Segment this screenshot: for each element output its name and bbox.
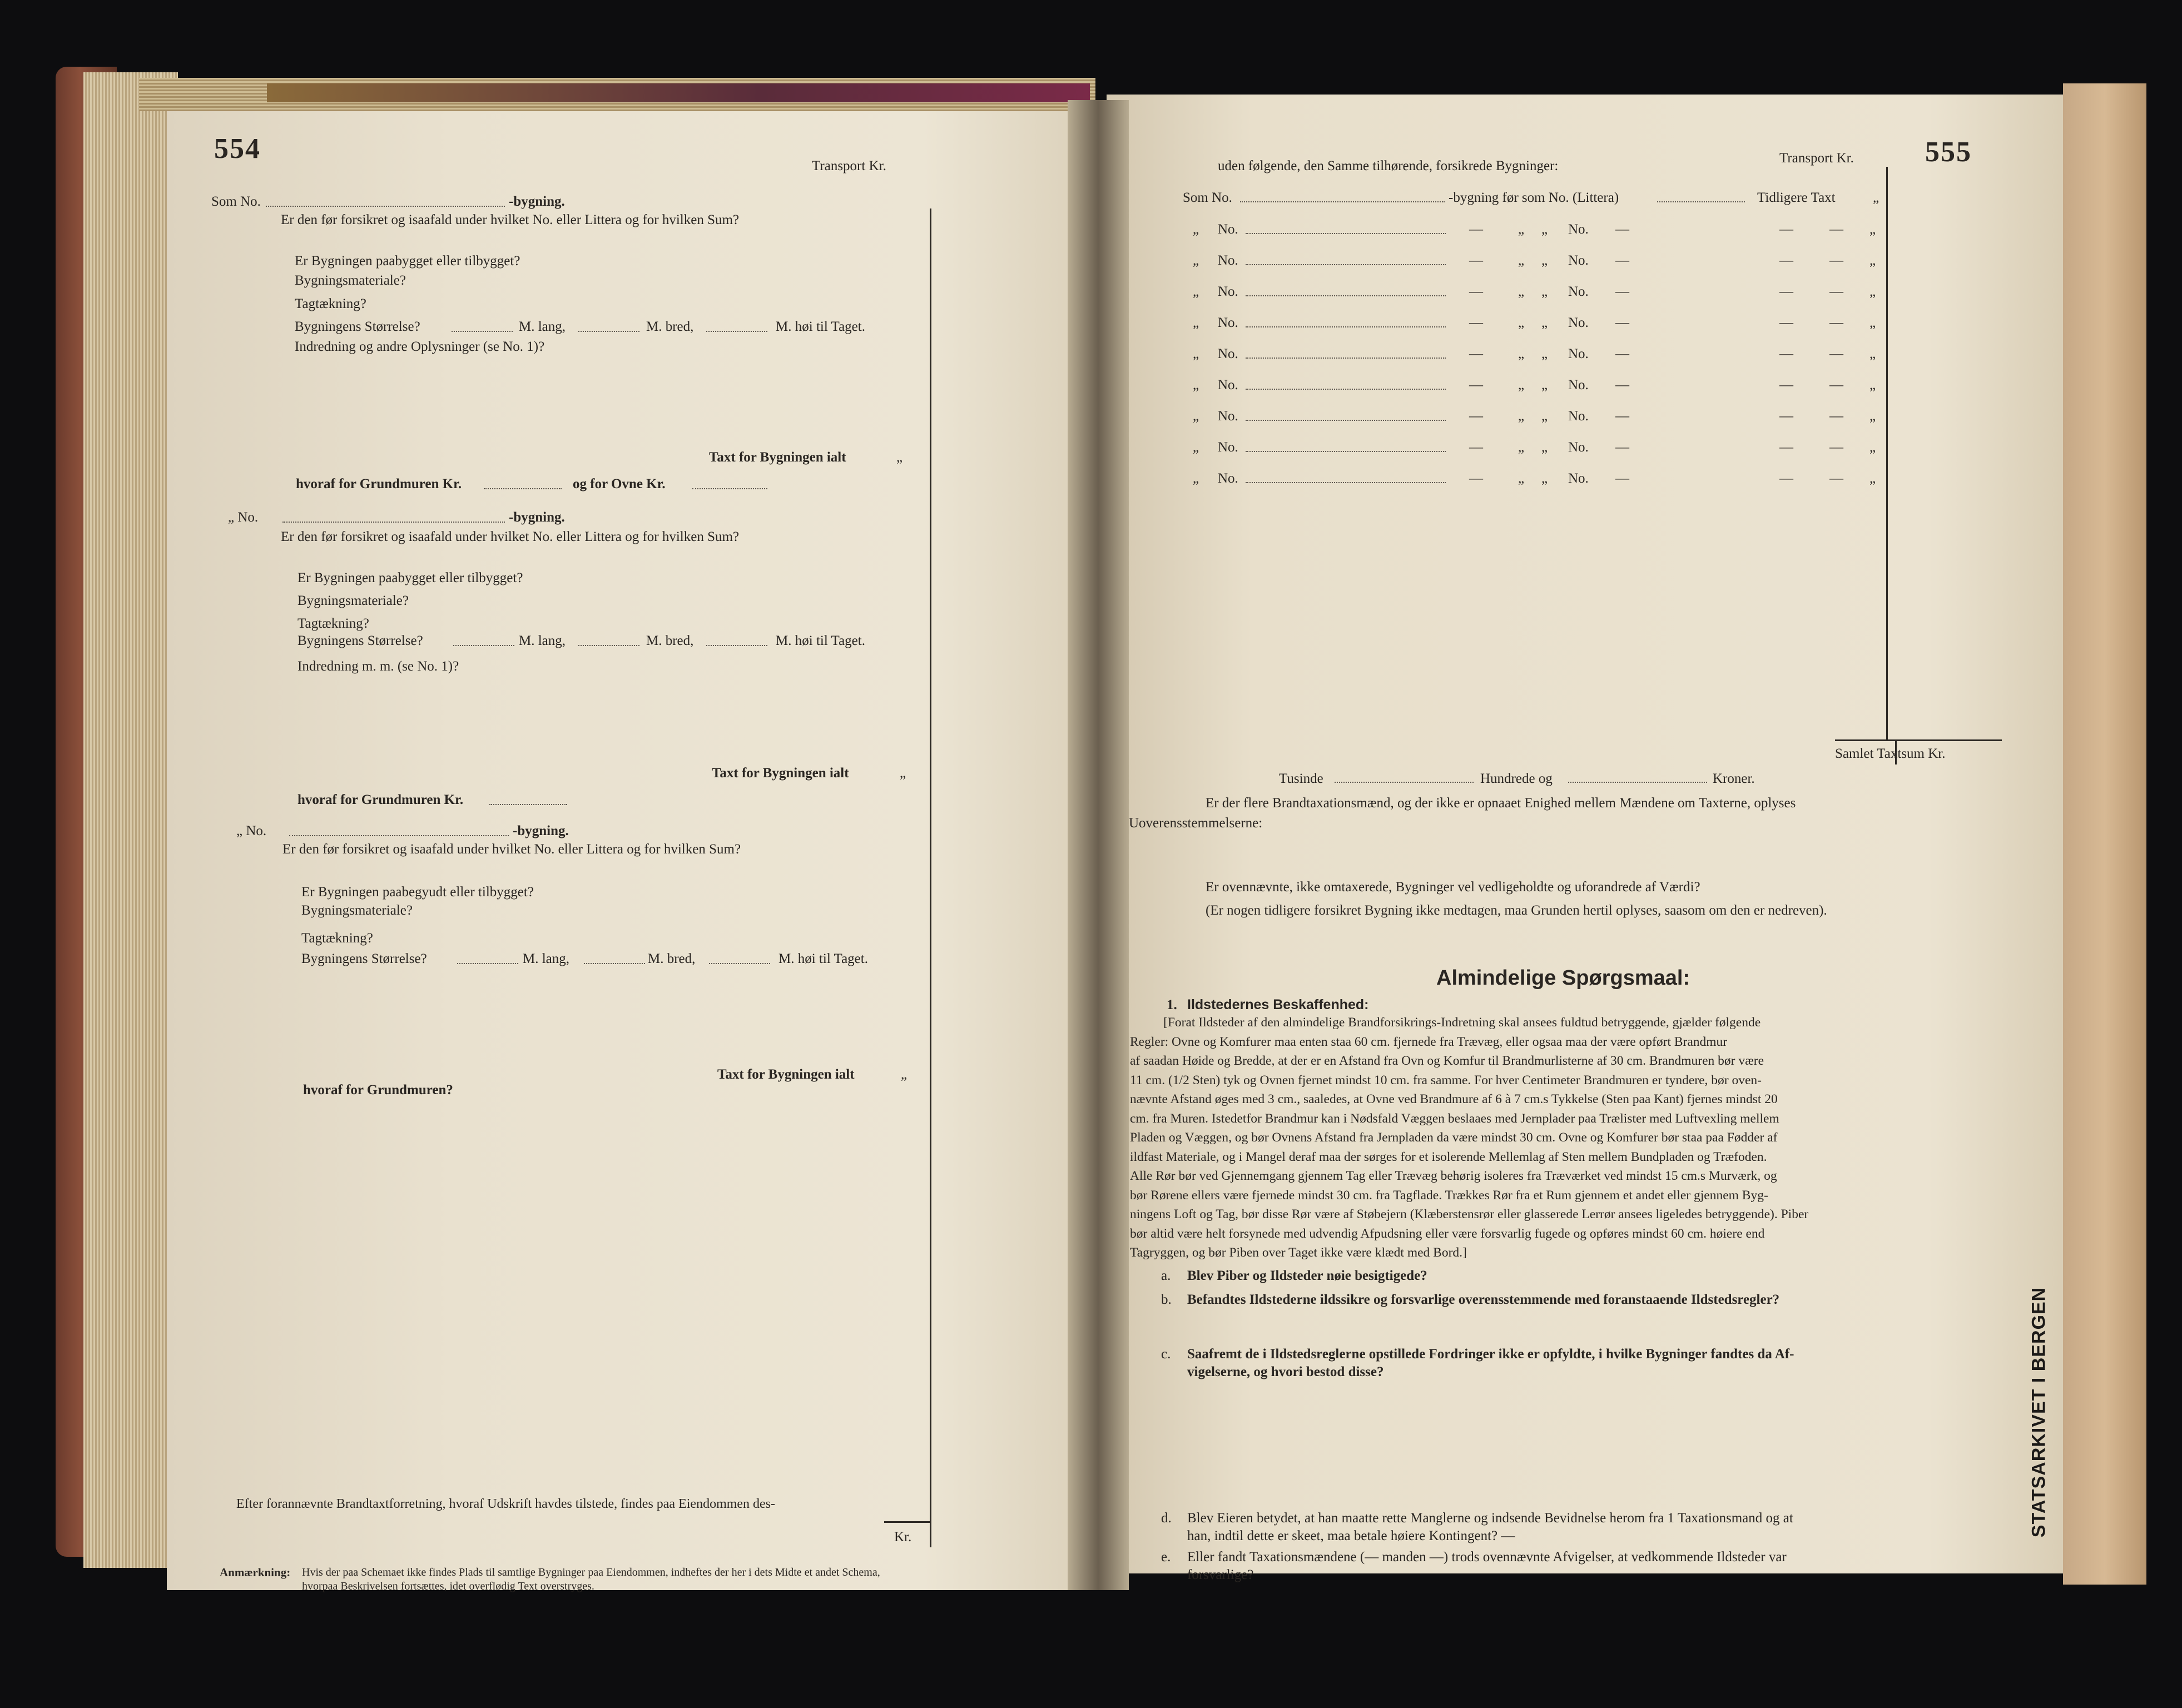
row-mark: „ bbox=[1541, 284, 1548, 299]
row-mark: „ bbox=[1869, 409, 1876, 424]
fire-rules-line: Regler: Ovne og Komfurer maa enten staa 60 cm. fjernede fra Trævæg, eller ogsaa maa der være opført Brandmur bbox=[1130, 1034, 1728, 1049]
entry2-length-unit: M. lang, bbox=[519, 633, 566, 648]
header-littera-field bbox=[1657, 201, 1745, 202]
row-no: No. bbox=[1218, 409, 1238, 424]
entry1-question-built: Er Bygningen paabygget eller tilbygget? bbox=[295, 254, 520, 269]
row-no-field bbox=[1246, 233, 1446, 234]
row-no: No. bbox=[1218, 471, 1238, 486]
row-dash: — bbox=[1779, 471, 1793, 486]
remark-line-1: Hvis der paa Schemaet ikke findes Plads til samtlige Bygninger paa Eiendommen, indheftes der her i dets Midte et andet Schema, bbox=[302, 1566, 880, 1578]
right-intro: uden følgende, den Samme tilhørende, forsikrede Bygninger: bbox=[1218, 158, 1559, 173]
row-prefix: „ bbox=[1193, 284, 1199, 299]
row-no: No. bbox=[1568, 284, 1589, 299]
entry1-height-unit: M. høi til Taget. bbox=[776, 319, 865, 334]
entry2-height-field bbox=[706, 645, 767, 646]
row-mark: „ bbox=[1869, 222, 1876, 237]
subsection-number: 1. bbox=[1167, 997, 1177, 1012]
entry3-question-roof: Tagtækning? bbox=[301, 931, 373, 946]
entry2-width-field bbox=[578, 645, 639, 646]
entry1-type: -bygning. bbox=[509, 194, 565, 209]
row-mark: „ bbox=[1518, 253, 1525, 268]
row-no-field bbox=[1246, 264, 1446, 265]
question-a: Blev Piber og Ildsteder nøie besigtigede? bbox=[1187, 1268, 1427, 1283]
question-a-letter: a. bbox=[1161, 1268, 1171, 1283]
entry2-type: -bygning. bbox=[509, 510, 565, 525]
subsection-title: Ildstedernes Beskaffenhed: bbox=[1187, 997, 1369, 1012]
fire-rules-line: af saadan Høide og Bredde, at der er en Afstand fra Ovn og Komfur til Brandmurlisterne af 30 cm. Brandmuren bør være bbox=[1130, 1054, 1764, 1068]
question-maintained: Er ovennævnte, ikke omtaxerede, Bygninger vel vedligeholdte og uforandrede af Værdi? bbox=[1206, 880, 1700, 895]
row-dash: — bbox=[1829, 440, 1843, 455]
general-questions-heading: Almindelige Spørgsmaal: bbox=[1436, 966, 1690, 990]
row-prefix: „ bbox=[1193, 471, 1199, 486]
entry3-length-field bbox=[457, 963, 518, 964]
page-number-right: 555 bbox=[1925, 136, 1972, 168]
row-no: No. bbox=[1218, 315, 1238, 330]
row-dash: — bbox=[1469, 409, 1483, 424]
entry2-question-material: Bygningsmateriale? bbox=[297, 593, 409, 608]
row-no-field bbox=[1246, 482, 1446, 483]
row-mark: „ bbox=[1869, 284, 1876, 299]
tusinde-label: Tusinde bbox=[1279, 771, 1323, 786]
transport-label-left: Transport Kr. bbox=[812, 158, 886, 173]
row-no-field bbox=[1246, 451, 1446, 452]
row-dash: — bbox=[1469, 471, 1483, 486]
entry3-foundation: hvoraf for Grundmuren? bbox=[303, 1083, 453, 1098]
question-b: Befandtes Ildstederne ildssikre og forsvarlige overensstemmende med foranstaaende Ildstedsregler? bbox=[1187, 1292, 1780, 1307]
closing-kr: Kr. bbox=[894, 1530, 912, 1545]
page-number-left: 554 bbox=[214, 133, 261, 165]
right-amount-line bbox=[1886, 167, 1888, 739]
row-prefix: „ bbox=[1193, 315, 1199, 330]
entry2-question-built: Er Bygningen paabygget eller tilbygget? bbox=[297, 570, 523, 585]
row-dash: — bbox=[1615, 253, 1629, 268]
right-page-edge bbox=[2063, 83, 2146, 1585]
question-disagreements: Uoverensstemmelserne: bbox=[1129, 816, 1263, 831]
closing-kr-line bbox=[884, 1521, 931, 1523]
row-dash: — bbox=[1829, 284, 1843, 299]
entry2-foundation: hvoraf for Grundmuren Kr. bbox=[297, 792, 464, 807]
row-dash: — bbox=[1469, 222, 1483, 237]
entry1-tax-mark: „ bbox=[896, 450, 903, 465]
row-mark: „ bbox=[1518, 315, 1525, 330]
row-mark: „ bbox=[1541, 253, 1548, 268]
entry3-question-insured: Er den før forsikret og isaafald under hvilket No. eller Littera og for hvilken Sum? bbox=[282, 842, 741, 857]
question-e-line1: Eller fandt Taxationsmændene (— manden —) trods ovennævnte Afvigelser, at vedkommende Ildsteder var bbox=[1187, 1550, 1787, 1565]
book-gutter bbox=[1068, 100, 1129, 1590]
row-dash: — bbox=[1829, 222, 1843, 237]
row-mark: „ bbox=[1869, 315, 1876, 330]
entry3-type: -bygning. bbox=[513, 823, 569, 838]
row-dash: — bbox=[1829, 378, 1843, 393]
header-mark: „ bbox=[1873, 190, 1880, 205]
row-mark: „ bbox=[1541, 409, 1548, 424]
question-d-line2: han, indtil dette er skeet, maa betale høiere Kontingent? — bbox=[1187, 1528, 1515, 1543]
row-mark: „ bbox=[1518, 471, 1525, 486]
entry2-interior: Indredning m. m. (se No. 1)? bbox=[297, 659, 459, 674]
row-no-field bbox=[1246, 295, 1446, 296]
row-dash: — bbox=[1615, 346, 1629, 361]
entry3-tax-mark: „ bbox=[901, 1067, 907, 1082]
remark-label: Anmærkning: bbox=[220, 1566, 291, 1579]
question-d-line1: Blev Eieren betydet, at han maatte rette Manglerne og indsende Bevidnelse herom fra 1 Taxationsmand og at bbox=[1187, 1511, 1793, 1526]
right-sum-rule bbox=[1835, 739, 2002, 741]
row-dash: — bbox=[1779, 440, 1793, 455]
entry3-size-label: Bygningens Størrelse? bbox=[301, 951, 427, 966]
fire-rules-line: 11 cm. (1/2 Sten) tyk og Ovnen fjernet mindst 10 cm. fra samme. For hver Centimeter Brandmuren er tyndere, bør oven- bbox=[1130, 1073, 1762, 1088]
row-no: No. bbox=[1568, 409, 1589, 424]
fire-rules-line: bør Rørene ellers være fjernede mindst 30 cm. fra Tagflade. Trækkes Rør fra et Rum gjennem et andet eller gjennem Byg- bbox=[1130, 1188, 1768, 1203]
entry1-no-field bbox=[266, 206, 505, 207]
row-dash: — bbox=[1829, 346, 1843, 361]
row-no: No. bbox=[1218, 253, 1238, 268]
question-b-letter: b. bbox=[1161, 1292, 1172, 1307]
fire-rules-line: Pladen og Væggen, og bør Ovnens Afstand fra Jernpladen da være mindst 30 cm. Ovne og Komfurer bør staa paa Fødder af bbox=[1130, 1130, 1778, 1145]
row-dash: — bbox=[1469, 284, 1483, 299]
row-dash: — bbox=[1615, 440, 1629, 455]
row-dash: — bbox=[1469, 346, 1483, 361]
row-mark: „ bbox=[1869, 440, 1876, 455]
entry3-height-field bbox=[709, 963, 770, 964]
entry1-tax-total: Taxt for Bygningen ialt bbox=[709, 450, 846, 465]
header-no-field bbox=[1240, 201, 1445, 202]
hundrede-field bbox=[1568, 782, 1707, 783]
archive-stamp-text: STATSARKIVET I BERGEN bbox=[2028, 1287, 2050, 1538]
row-prefix: „ bbox=[1193, 253, 1199, 268]
row-no: No. bbox=[1568, 253, 1589, 268]
fire-rules-line: cm. fra Muren. Istedetfor Brandmur kan i Nødsfald Væggen beslaaes med Jernplader paa Trælister med Luftvexling mellem bbox=[1130, 1111, 1779, 1126]
row-no: No. bbox=[1568, 346, 1589, 361]
row-no: No. bbox=[1568, 315, 1589, 330]
transport-label-right: Transport Kr. bbox=[1779, 151, 1854, 166]
row-no: No. bbox=[1218, 378, 1238, 393]
entry1-width-field bbox=[578, 331, 639, 332]
row-mark: „ bbox=[1518, 409, 1525, 424]
row-mark: „ bbox=[1869, 378, 1876, 393]
row-no: No. bbox=[1218, 346, 1238, 361]
row-no: No. bbox=[1568, 378, 1589, 393]
header-tidligere-taxt: Tidligere Taxt bbox=[1757, 190, 1836, 205]
question-e-line2: forsvarlige? bbox=[1187, 1567, 1254, 1582]
fire-rules-line: Alle Rør bør ved Gjennemgang gjennem Tag eller Trævæg behørig isoleres fra Træværket ved mindst 15 cm.s Murværk, og bbox=[1130, 1169, 1777, 1183]
row-mark: „ bbox=[1518, 284, 1525, 299]
entry3-length-unit: M. lang, bbox=[523, 951, 570, 966]
entry3-tax-total: Taxt for Bygningen ialt bbox=[717, 1067, 855, 1082]
row-mark: „ bbox=[1541, 315, 1548, 330]
row-no-field bbox=[1246, 358, 1446, 359]
entry1-foundation: hvoraf for Grundmuren Kr. bbox=[296, 476, 462, 491]
row-mark: „ bbox=[1541, 378, 1548, 393]
entry2-tax-mark: „ bbox=[900, 766, 906, 781]
row-dash: — bbox=[1829, 409, 1843, 424]
entry2-tax-total: Taxt for Bygningen ialt bbox=[712, 766, 849, 781]
fire-rules-line: Tagryggen, og bør Piben over Taget ikke være klædt med Bord.] bbox=[1130, 1245, 1467, 1260]
row-mark: „ bbox=[1541, 440, 1548, 455]
entry1-length-field bbox=[452, 331, 513, 332]
row-mark: „ bbox=[1518, 346, 1525, 361]
row-dash: — bbox=[1779, 284, 1793, 299]
row-no: No. bbox=[1568, 471, 1589, 486]
row-dash: — bbox=[1779, 346, 1793, 361]
entry1-question-material: Bygningsmateriale? bbox=[295, 273, 406, 288]
row-dash: — bbox=[1779, 253, 1793, 268]
entry1-question-insured: Er den før forsikret og isaafald under hvilket No. eller Littera og for hvilken Sum? bbox=[281, 212, 740, 227]
row-no: No. bbox=[1568, 440, 1589, 455]
headband bbox=[267, 83, 1090, 102]
entry1-question-roof: Tagtækning? bbox=[295, 296, 366, 311]
question-c-letter: c. bbox=[1161, 1347, 1171, 1362]
row-dash: — bbox=[1615, 471, 1629, 486]
row-dash: — bbox=[1779, 222, 1793, 237]
question-e-letter: e. bbox=[1161, 1550, 1171, 1565]
entry1-length-unit: M. lang, bbox=[519, 319, 566, 334]
remark-line-2: hvorpaa Beskrivelsen fortsættes, idet overflødig Text overstryges. bbox=[302, 1580, 594, 1592]
row-dash: — bbox=[1779, 315, 1793, 330]
row-prefix: „ bbox=[1193, 378, 1199, 393]
row-dash: — bbox=[1469, 315, 1483, 330]
entry1-width-unit: M. bred, bbox=[646, 319, 694, 334]
entry3-question-material: Bygningsmateriale? bbox=[301, 903, 413, 918]
entry3-prefix: „ No. bbox=[236, 823, 267, 838]
question-c-line2: vigelserne, og hvori bestod disse? bbox=[1187, 1364, 1384, 1379]
question-not-included: (Er nogen tidligere forsikret Bygning ikke medtagen, maa Grunden hertil oplyses, saasom om den er nedreven). bbox=[1206, 903, 1827, 918]
row-no-field bbox=[1246, 326, 1446, 327]
row-dash: — bbox=[1469, 253, 1483, 268]
row-dash: — bbox=[1615, 409, 1629, 424]
amount-column-line bbox=[930, 208, 931, 1547]
entry1-ovens: og for Ovne Kr. bbox=[573, 476, 666, 491]
row-dash: — bbox=[1615, 222, 1629, 237]
row-dash: — bbox=[1829, 315, 1843, 330]
samlet-taxtsum: Samlet Taxtsum Kr. bbox=[1835, 746, 1946, 761]
row-dash: — bbox=[1469, 378, 1483, 393]
question-multiple-appraisers: Er der flere Brandtaxationsmænd, og der ikke er opnaaet Enighed mellem Mændene om Taxterne, oplyses bbox=[1206, 796, 1796, 811]
row-prefix: „ bbox=[1193, 346, 1199, 361]
row-prefix: „ bbox=[1193, 222, 1199, 237]
entry1-height-field bbox=[706, 331, 767, 332]
row-mark: „ bbox=[1518, 222, 1525, 237]
question-d-letter: d. bbox=[1161, 1511, 1172, 1526]
tusinde-field bbox=[1335, 782, 1474, 783]
entry2-width-unit: M. bred, bbox=[646, 633, 694, 648]
entry1-interior: Indredning og andre Oplysninger (se No. 1)? bbox=[295, 339, 545, 354]
entry2-length-field bbox=[453, 645, 514, 646]
row-prefix: „ bbox=[1193, 440, 1199, 455]
row-no-field bbox=[1246, 389, 1446, 390]
entry3-width-field bbox=[584, 963, 645, 964]
question-c-line1: Saafremt de i Ildstedsreglerne opstillede Fordringer ikke er opfyldte, i hvilke Bygninger fandtes da Af- bbox=[1187, 1347, 1794, 1362]
row-dash: — bbox=[1829, 253, 1843, 268]
entry2-no-field bbox=[282, 522, 505, 523]
entry1-ovens-field bbox=[692, 488, 767, 489]
archive-stamp bbox=[2026, 1257, 2052, 1568]
entry2-prefix: „ No. bbox=[228, 510, 259, 525]
row-prefix: „ bbox=[1193, 409, 1199, 424]
entry2-foundation-field bbox=[489, 804, 567, 805]
row-mark: „ bbox=[1541, 471, 1548, 486]
entry2-size-label: Bygningens Størrelse? bbox=[297, 633, 423, 648]
row-no: No. bbox=[1218, 284, 1238, 299]
row-dash: — bbox=[1615, 315, 1629, 330]
fire-rules-line: [Forat Ildsteder af den almindelige Brandforsikrings-Indretning skal ansees fuldtud betryggende, gjælder følgende bbox=[1163, 1015, 1761, 1030]
row-mark: „ bbox=[1869, 471, 1876, 486]
fire-rules-line: nævnte Afstand øges med 3 cm., saaledes, at Ovne ved Brandmure af 6 à 7 cm.s Tykkelse (Sten paa Kant) fjernes mindst 20 bbox=[1130, 1092, 1778, 1106]
kroner-label: Kroner. bbox=[1713, 771, 1755, 786]
row-dash: — bbox=[1779, 409, 1793, 424]
header-som-no: Som No. bbox=[1183, 190, 1232, 205]
entry2-question-roof: Tagtækning? bbox=[297, 616, 369, 631]
hundrede-label: Hundrede og bbox=[1480, 771, 1553, 786]
fire-rules-line: ildfast Materiale, og i Mangel deraf maa der sørges for et isolerende Mellemlag af Sten mellem Bundpladen og Træfoden. bbox=[1130, 1149, 1767, 1164]
entry1-size-label: Bygningens Størrelse? bbox=[295, 319, 420, 334]
fire-rules-line: bør altid være helt forsynede med udvendig Afpudsning eller være forsvarlig fugede og opføres mindst 60 cm. høiere end bbox=[1130, 1226, 1765, 1241]
row-mark: „ bbox=[1541, 222, 1548, 237]
entry3-height-unit: M. høi til Taget. bbox=[778, 951, 868, 966]
fire-rules-line: ningens Loft og Tag, bør disse Rør være af Støbejern (Klæberstensrør eller glasserede Lerrør ansees ligeledes betryggende). Piber bbox=[1130, 1207, 1809, 1222]
entry2-question-insured: Er den før forsikret og isaafald under hvilket No. eller Littera og for hvilken Sum? bbox=[281, 529, 740, 544]
row-dash: — bbox=[1829, 471, 1843, 486]
row-mark: „ bbox=[1869, 253, 1876, 268]
row-no-field bbox=[1246, 420, 1446, 421]
row-no: No. bbox=[1218, 440, 1238, 455]
entry2-height-unit: M. høi til Taget. bbox=[776, 633, 865, 648]
row-dash: — bbox=[1615, 378, 1629, 393]
row-no: No. bbox=[1218, 222, 1238, 237]
row-mark: „ bbox=[1518, 378, 1525, 393]
row-no: No. bbox=[1568, 222, 1589, 237]
row-mark: „ bbox=[1869, 346, 1876, 361]
entry3-no-field bbox=[289, 835, 509, 836]
row-dash: — bbox=[1615, 284, 1629, 299]
entry1-prefix: Som No. bbox=[211, 194, 261, 209]
fire-rules-paragraph bbox=[1130, 1013, 1972, 1263]
entry3-width-unit: M. bred, bbox=[648, 951, 696, 966]
entry3-question-built: Er Bygningen paabegyudt eller tilbygget? bbox=[301, 885, 534, 900]
closing-line: Efter forannævnte Brandtaxtforretning, hvoraf Udskrift havdes tilstede, findes paa Eiendommen des- bbox=[236, 1497, 776, 1511]
row-mark: „ bbox=[1541, 346, 1548, 361]
entry1-foundation-field bbox=[484, 488, 562, 489]
row-dash: — bbox=[1779, 378, 1793, 393]
row-mark: „ bbox=[1518, 440, 1525, 455]
header-bygning: -bygning før som No. (Littera) bbox=[1449, 190, 1619, 205]
row-dash: — bbox=[1469, 440, 1483, 455]
page-edges bbox=[83, 72, 178, 1568]
